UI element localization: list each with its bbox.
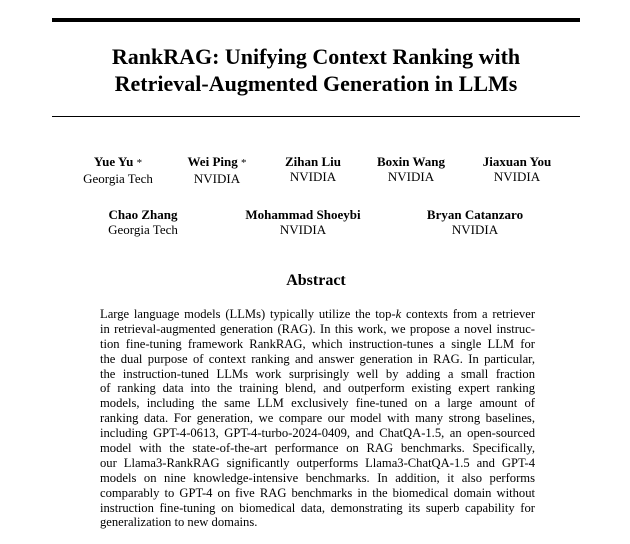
- author-affiliation: Georgia Tech: [108, 222, 178, 237]
- author-affiliation: NVIDIA: [289, 169, 337, 184]
- author-block: [483, 154, 552, 184]
- abstract-line: the instruction-tuned LLMs work surprisingly well by adding a small fraction: [100, 366, 535, 381]
- author-affiliation: NVIDIA: [493, 169, 541, 184]
- author-affiliation: NVIDIA: [279, 222, 327, 237]
- author-block: [285, 154, 341, 184]
- abstract-line: the dual purpose of context ranking and answer generation in RAG. In particular,: [100, 351, 535, 366]
- author-name: Wei Ping: [187, 154, 238, 169]
- math-variable-k: k: [395, 307, 402, 321]
- equal-contribution-mark: *: [240, 157, 247, 169]
- abstract-line: of ranking data into the training blend, and outperform existing expert ranking: [100, 381, 535, 396]
- author-affiliation: Georgia Tech: [83, 171, 153, 186]
- abstract-line: our Llama3-RankRAG significantly outperforms Llama3-ChatQA-1.5 and GPT-4: [100, 455, 535, 470]
- author-block: [245, 207, 360, 237]
- abstract-line: Large language models (LLMs) typically utilize the top-k contexts from a retriever: [100, 307, 536, 321]
- author-name: Bryan Catanzaro: [426, 207, 524, 222]
- author-block: [83, 154, 153, 186]
- title-line-2: Retrieval-Augmented Generation in LLMs: [114, 71, 518, 96]
- author-block: [108, 207, 178, 237]
- author-name: Zihan Liu: [284, 154, 342, 169]
- author-name: Jiaxuan You: [482, 154, 552, 169]
- abstract-heading: Abstract: [286, 272, 346, 289]
- author-name: Chao Zhang: [108, 207, 178, 222]
- abstract-line: model with the state-of-the-art performance on RAG benchmarks. Specifically,: [100, 441, 535, 456]
- author-affiliation: NVIDIA: [193, 171, 241, 186]
- author-block: [377, 154, 445, 184]
- abstract-line: comparably to GPT-4 on five RAG benchmarks in the biomedical domain without: [100, 485, 535, 500]
- author-affiliation: NVIDIA: [387, 169, 435, 184]
- abstract-line: models on nine knowledge-intensive benchmarks. In addition, it also performs: [100, 470, 535, 485]
- equal-contribution-mark: *: [136, 157, 143, 169]
- abstract-line: including GPT-4-0613, GPT-4-turbo-2024-0409, and ChatQA-1.5, an open-sourced: [100, 426, 535, 441]
- abstract-line: ranking data. For generation, we compare our model with many strong baselines,: [100, 411, 535, 426]
- paper-title: [52, 43, 580, 97]
- abstract-line: instruction fine-tuning on biomedical data, demonstrating its superb capability for: [100, 500, 535, 515]
- author-name: Yue Yu: [93, 154, 134, 169]
- abstract-line: generalization to new domains.: [100, 515, 258, 530]
- author-name: Boxin Wang: [376, 154, 446, 169]
- abstract-body: [100, 307, 535, 530]
- title-bottom-rule: [52, 116, 580, 117]
- abstract-line: in retrieval-augmented generation (RAG). In this work, we propose a novel instruc-: [100, 321, 535, 336]
- title-line-1: RankRAG: Unifying Context Ranking with: [111, 44, 521, 69]
- author-block: [427, 207, 523, 237]
- author-affiliation: NVIDIA: [451, 222, 499, 237]
- author-name: Mohammad Shoeybi: [245, 207, 361, 222]
- abstract-line: models, including the same LLM exclusively fine-tuned on a large amount of: [100, 396, 535, 411]
- author-block: [188, 154, 247, 186]
- abstract-line: tion fine-tuning framework RankRAG, which instruction-tunes a single LLM for: [100, 336, 535, 351]
- top-rule: [52, 18, 580, 22]
